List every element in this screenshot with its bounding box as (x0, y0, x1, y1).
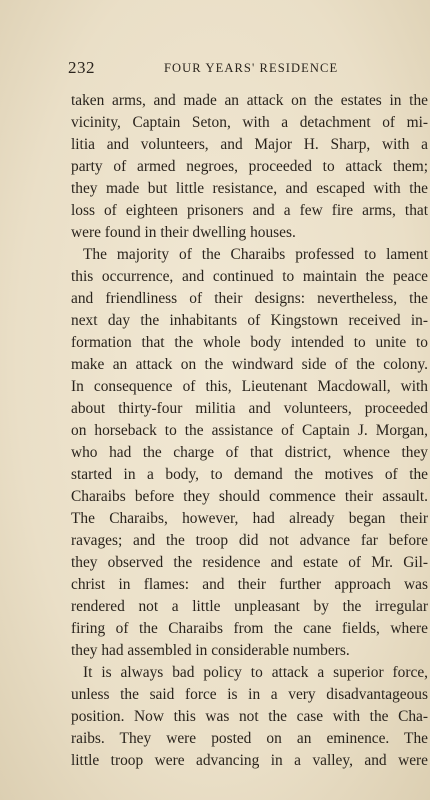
text-line: next day the inhabitants of Kingstown received in- (71, 312, 428, 329)
text-line: raibs. They were posted on an eminence. The (71, 730, 428, 747)
text-line: vicinity, Captain Seton, with a detachment of mi- (71, 114, 428, 131)
text-line: Charaibs before they should commence their assault. (71, 488, 428, 505)
text-line: party of armed negroes, proceeded to attack them; (71, 158, 428, 175)
page-number: 232 (68, 58, 95, 77)
text-line: about thirty-four militia and volunteers, proceeded (71, 400, 428, 417)
paragraph-start-line: The majority of the Charaibs professed to lament (83, 246, 428, 263)
text-line: In consequence of this, Lieutenant Macdowall, with (71, 378, 428, 395)
text-line: The Charaibs, however, had already began their (71, 510, 428, 527)
text-line: little troop were advancing in a valley, and were (71, 752, 428, 769)
text-line: ravages; and the troop did not advance far before (71, 532, 428, 549)
text-line: on horseback to the assistance of Captain J. Morgan, (71, 422, 428, 439)
body-text (71, 90, 428, 772)
text-line: they made but little resistance, and escaped with the (71, 180, 428, 197)
text-line: position. Now this was not the case with the Cha- (71, 708, 428, 725)
text-line: make an attack on the windward side of the colony. (71, 356, 428, 373)
text-line: rendered not a little unpleasant by the irregular (71, 598, 428, 615)
page-header (68, 58, 398, 78)
text-line: they had assembled in considerable numbers. (71, 642, 350, 659)
running-head: FOUR YEARS' RESIDENCE (164, 61, 339, 75)
text-line: were found in their dwelling houses. (71, 224, 296, 241)
text-line: started in a body, to demand the motives of the (71, 466, 428, 483)
text-line: firing of the Charaibs from the cane fields, where (71, 620, 428, 637)
text-line: this occurrence, and continued to maintain the peace (71, 268, 428, 285)
text-line: taken arms, and made an attack on the estates in the (71, 92, 428, 109)
text-line: litia and volunteers, and Major H. Sharp, with a (71, 136, 428, 153)
paragraph-start-line: It is always bad policy to attack a superior force, (83, 664, 428, 681)
text-line: who had the charge of that district, whence they (71, 444, 428, 461)
text-line: unless the said force is in a very disadvantageous (71, 686, 428, 703)
text-line: loss of eighteen prisoners and a few fire arms, that (71, 202, 428, 219)
text-line: formation that the whole body intended to unite to (71, 334, 428, 351)
text-line: christ in flames: and their further approach was (71, 576, 428, 593)
text-line: and friendliness of their designs: nevertheless, the (71, 290, 428, 307)
text-line: they observed the residence and estate of Mr. Gil- (71, 554, 428, 571)
